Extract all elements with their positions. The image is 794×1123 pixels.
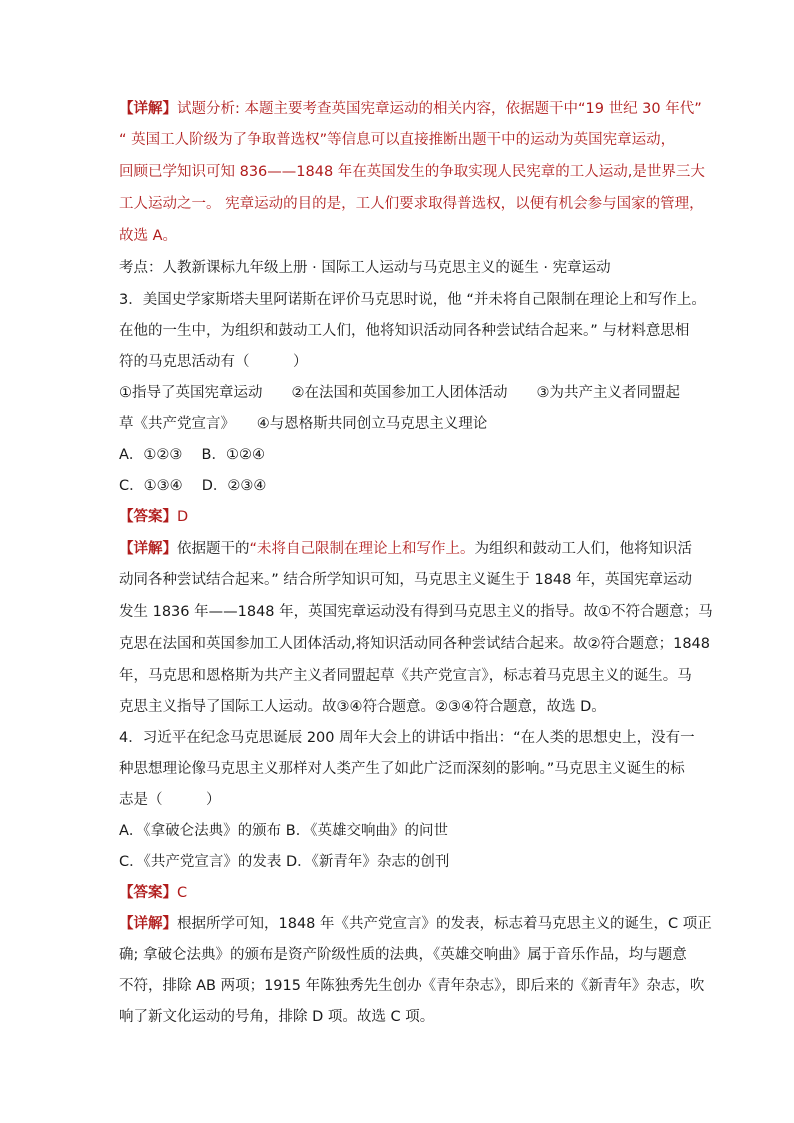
explanation-tag: 【详解】 bbox=[119, 541, 177, 557]
explanation-4-line-3: 不符，排除 AB 两项；1915 年陈独秀先生创办《青年杂志》，即后来的《新青年》杂志，吹 bbox=[119, 978, 705, 994]
explanation-quote: “未将自己限制在理论上和写作上。 bbox=[249, 541, 475, 557]
explanation-tag: 【详解】 bbox=[119, 101, 177, 117]
question-4-line-2: 种思想理论像马克思主义那样对人类产生了如此广泛而深刻的影响。”马克思主义诞生的标 bbox=[119, 761, 685, 777]
explanation-1-line-1 bbox=[119, 94, 702, 125]
explanation-3-line-5: 年，马克思和恩格斯为共产主义者同盟起草《共产党宣言》，标志着马克思主义的诞生。马 bbox=[119, 668, 692, 684]
explanation-1-line-2: “ 英国工人阶级为了争取普选权”等信息可以直接推断出题干中的运动为英国宪章运动， bbox=[119, 132, 676, 148]
question-4-options-ab: A．《拿破仑法典》的颁布 B．《英雄交响曲》的问世 bbox=[119, 823, 448, 839]
question-3-line-4: ①指导了英国宪章运动 ②在法国和英国参加工人团体活动 ③为共产主义者同盟起 bbox=[119, 385, 680, 401]
explanation-text: 为组织和鼓动工人们，他将知识活 bbox=[474, 541, 693, 557]
question-4-answer bbox=[119, 878, 679, 909]
question-3-line-2: 在他的一生中，为组织和鼓动工人们，他将知识活动同各种尝试结合起来。” 与材料意思相 bbox=[119, 323, 690, 339]
question-3-answer bbox=[119, 502, 679, 533]
explanation-1-line-3: 回顾已学知识可知 836——1848 年在英国发生的争取实现人民宪章的工人运动,是世界三大 bbox=[119, 164, 705, 180]
explanation-4-line-2: 确; 拿破仑法典》的颁布是资产阶级性质的法典，《英雄交响曲》属于音乐作品，均与题意 bbox=[119, 947, 687, 963]
question-4-line-1: 4．习近平在纪念马克思诞辰 200 周年大会上的讲话中指出：“在人类的思想史上，没有一 bbox=[119, 730, 695, 746]
explanation-3-line-2: 动同各种尝试结合起来。” 结合所学知识可知，马克思主义诞生于 1848 年，英国宪章运动 bbox=[119, 572, 692, 588]
explanation-text: 依据题干的 bbox=[177, 541, 250, 557]
explanation-3-line-6: 克思主义指导了国际工人运动。故③④符合题意。②③④符合题意，故选 D。 bbox=[119, 699, 606, 715]
explanation-4-line-4: 响了新文化运动的号角，排除 D 项。故选 C 项。 bbox=[119, 1009, 435, 1025]
question-3-line-5: 草《共产党宣言》 ④与恩格斯共同创立马克思主义理论 bbox=[119, 416, 488, 432]
answer-value: D bbox=[177, 509, 189, 525]
question-3-options-ab: A．①②③ B．①②④ bbox=[119, 447, 265, 463]
explanation-1-line-5: 故选 A。 bbox=[119, 228, 178, 244]
explanation-tag: 【详解】 bbox=[119, 916, 177, 932]
explanation-3-line-3: 发生 1836 年——1848 年，英国宪章运动没有得到马克思主义的指导。故①不符合题意；马 bbox=[119, 604, 713, 620]
question-3-options-cd: C．①③④ D．②③④ bbox=[119, 478, 267, 494]
explanation-text: 试题分析: 本题主要考查英国宪章运动的相关内容，依据题干中“19 世纪 30 年代” bbox=[177, 101, 702, 117]
question-3-line-1: 3．美国史学家斯塔夫里阿诺斯在评价马克思时说，他 “并未将自己限制在理论上和写作上。 bbox=[119, 292, 706, 308]
explanation-3-line-4: 克思在法国和英国参加工人团体活动,将知识活动同各种尝试结合起来。故②符合题意；1848 bbox=[119, 636, 711, 652]
explanation-1-line-4: 工人运动之一。 宪章运动的目的是，工人们要求取得普选权，以便有机会参与国家的管理， bbox=[119, 196, 704, 212]
answer-tag: 【答案】 bbox=[119, 509, 177, 525]
explanation-text: 根据所学可知，1848 年《共产党宣言》的发表，标志着马克思主义的诞生，C 项正 bbox=[177, 916, 712, 932]
answer-value: C bbox=[177, 885, 188, 901]
question-4-line-3: 志是（ ） bbox=[119, 792, 221, 808]
answer-tag: 【答案】 bbox=[119, 885, 177, 901]
explanation-3-line-1 bbox=[119, 534, 693, 565]
explanation-4-line-1 bbox=[119, 909, 712, 940]
question-4-options-cd: C．《共产党宣言》的发表 D．《新青年》杂志的创刊 bbox=[119, 854, 450, 870]
question-3-line-3: 符的马克思活动有（ ） bbox=[119, 354, 308, 370]
kaodian-line: 考点：人教新课标九年级上册 · 国际工人运动与马克思主义的诞生 · 宪章运动 bbox=[119, 260, 611, 276]
